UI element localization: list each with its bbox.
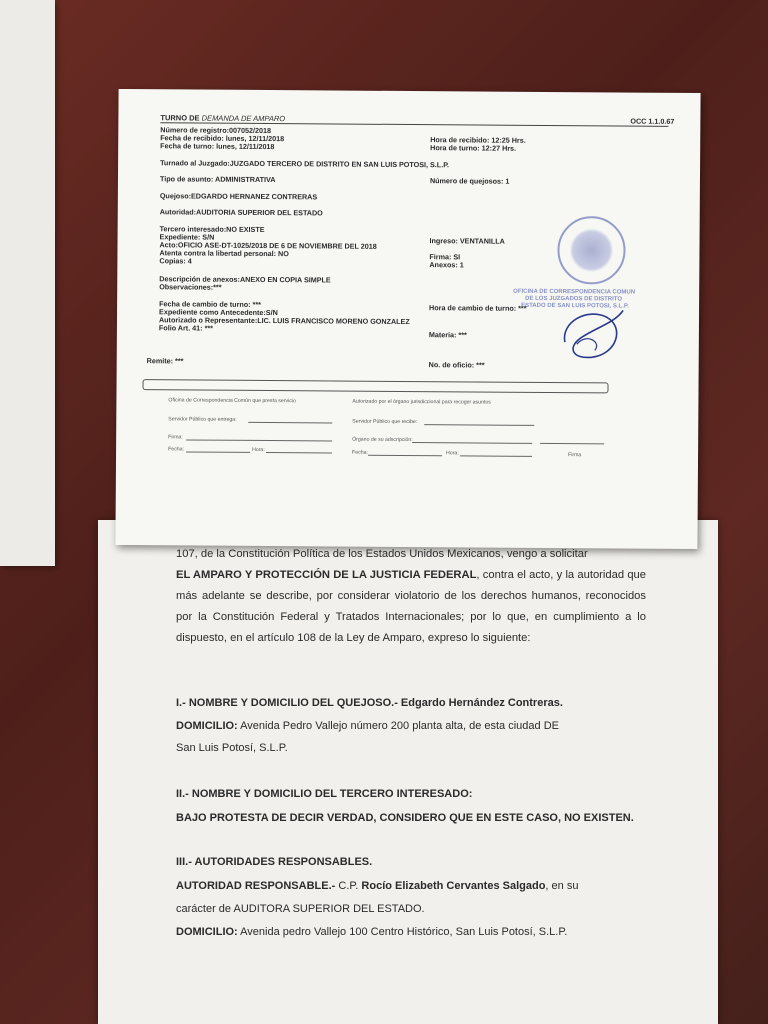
oficina-label: Oficina de Correspondencia Común que presta servicio bbox=[168, 397, 296, 405]
hora-entrega-label: Hora: bbox=[252, 446, 265, 454]
hora-cambio-turno: Hora de cambio de turno: *** bbox=[429, 303, 527, 313]
atenta: Atenta contra la libertad personal: NO bbox=[159, 248, 289, 259]
amparo-paragraph bbox=[176, 565, 646, 649]
handwritten-signature bbox=[557, 302, 627, 362]
quejoso: Quejoso:EDGARDO HERNANEZ CONTRERAS bbox=[159, 191, 318, 202]
section-3-title: III.- AUTORIDADES RESPONSABLES. bbox=[176, 856, 373, 868]
side-paper-sheet bbox=[0, 0, 55, 566]
autorizado-organo-label: Autorizado por el órgano jurisdiccional para recoger asuntos bbox=[352, 398, 491, 406]
hora-recibido: Hora de recibido: 12:25 Hrs. bbox=[430, 135, 526, 145]
acto: Acto:OFICIO ASE-DT-1025/2018 DE 6 DE NOVIEMBRE DEL 2018 bbox=[159, 240, 377, 251]
hora-turno: Hora de turno: 12:27 Hrs. bbox=[430, 143, 517, 153]
organo-line bbox=[412, 442, 532, 444]
autorizado: Autorizado o Representante:LIC. LUIS FRANCISCO MORENO GONZALEZ bbox=[158, 315, 410, 327]
section-1-domicilio-2: San Luis Potosí, S.L.P. bbox=[176, 742, 288, 754]
tipo-asunto: Tipo de asunto: ADMINISTRATIVA bbox=[159, 174, 276, 185]
section-2-title: II.- NOMBRE Y DOMICILIO DEL TERCERO INTERESADO: bbox=[176, 788, 473, 800]
servidor-entrega-label: Servidor Público que entrega: bbox=[168, 416, 237, 423]
num-quejosos: Número de quejosos: 1 bbox=[429, 176, 510, 186]
slip-title: TURNO DE DEMANDA DE AMPARO bbox=[160, 113, 286, 124]
organo-label: Órgano de su adscripción: bbox=[352, 436, 413, 444]
fecha-entrega-line bbox=[186, 451, 250, 452]
turno-slip bbox=[115, 89, 700, 549]
fecha-entrega-label: Fecha: bbox=[168, 446, 184, 453]
firma-entrega-line bbox=[186, 439, 332, 441]
remite-field bbox=[142, 379, 608, 393]
remite: Remite: *** bbox=[146, 356, 184, 366]
fecha-recibe-line bbox=[368, 455, 442, 457]
stamp-line-1: OFICINA DE CORRESPONDENCIA COMUN bbox=[513, 288, 636, 296]
fecha-recibe-label: Fecha: bbox=[352, 449, 368, 456]
section-3-domicilio: DOMICILIO: Avenida pedro Vallejo 100 Centro Histórico, San Luis Potosí, S.L.P. bbox=[176, 926, 568, 938]
section-2-text: BAJO PROTESTA DE DECIR VERDAD, CONSIDERO QUE EN ESTE CASO, NO EXISTEN. bbox=[176, 812, 634, 824]
hora-entrega-line bbox=[266, 452, 332, 453]
section-3-caracter: carácter de AUDITORA SUPERIOR DEL ESTADO. bbox=[176, 903, 425, 915]
materia: Materia: *** bbox=[428, 330, 467, 340]
hora-recibe-line bbox=[460, 455, 532, 457]
firma: Firma: SI bbox=[429, 252, 461, 262]
section-3-autoridad: AUTORIDAD RESPONSABLE.- C.P. Rocío Elizabeth Cervantes Salgado, en su bbox=[176, 880, 579, 892]
registro: Número de registro:007052/2018 bbox=[160, 125, 272, 136]
autoridad: Autoridad:AUDITORIA SUPERIOR DEL ESTADO bbox=[159, 207, 323, 218]
ingreso: Ingreso: VENTANILLA bbox=[429, 236, 505, 246]
servidor-recibe-line bbox=[424, 424, 534, 426]
anexos: Anexos: 1 bbox=[429, 260, 464, 270]
stamp-line-2: DE LOS JUZGADOS DE DISTRITO bbox=[525, 295, 623, 303]
folio: Folio Art. 41: *** bbox=[158, 323, 214, 333]
intro-paragraph bbox=[176, 544, 646, 649]
no-oficio: No. de oficio: *** bbox=[428, 360, 485, 370]
section-1-domicilio: DOMICILIO: Avenida Pedro Vallejo número 200 planta alta, de esta ciudad DE bbox=[176, 720, 559, 732]
firma-entrega-label: Firma: bbox=[168, 434, 183, 441]
fecha-turno: Fecha de turno: lunes, 12/11/2018 bbox=[160, 141, 275, 152]
fecha-recibido: Fecha de recibido: lunes, 12/11/2018 bbox=[160, 133, 285, 144]
turnado: Turnado al Juzgado:JUZGADO TERCERO DE DISTRITO EN SAN LUIS POTOSI, S.L.P. bbox=[160, 158, 450, 170]
copias: Copias: 4 bbox=[159, 256, 192, 266]
descripcion-anexos: Descripción de anexos:ANEXO EN COPIA SIMPLE bbox=[159, 274, 331, 285]
amparo-rest: , contra el acto, y la autoridad que más adelante se describe, por considerar violatorio de los derechos humanos, reconocidos por la Constitución Federal y Tratados Internacionales; por lo que, en cumplimiento a lo dispuesto, en el artículo 108 de la Ley de Amparo, expreso lo siguiente: bbox=[176, 569, 646, 644]
federal-seal-stamp bbox=[557, 216, 625, 284]
fecha-cambio-turno: Fecha de cambio de turno: *** bbox=[159, 299, 261, 309]
intro-line: 107, de la Constitución Política de los Estados Unidos Mexicanos, vengo a solicitar bbox=[176, 548, 588, 560]
hora-recibe-label: Hora: bbox=[446, 450, 459, 457]
section-1-title: I.- NOMBRE Y DOMICILIO DEL QUEJOSO.- Edgardo Hernández Contreras. bbox=[176, 697, 563, 709]
servidor-recibe-label: Servidor Público que recibe: bbox=[352, 418, 418, 426]
stamp-line-3: ESTADO DE SAN LUIS POTOSI, S.L.P. bbox=[521, 302, 629, 310]
tercero: Tercero interesado:NO EXISTE bbox=[159, 224, 265, 234]
firma-recibe-label: Firma bbox=[568, 452, 582, 459]
servidor-entrega-line bbox=[248, 422, 332, 424]
slip-code: OCC 1.1.0.67 bbox=[630, 116, 675, 126]
expediente-antecedente: Expediente como Antecedente:S/N bbox=[159, 307, 278, 318]
amparo-bold: EL AMPARO Y PROTECCIÓN DE LA JUSTICIA FEDERAL bbox=[176, 569, 477, 581]
expediente: Expediente: S/N bbox=[159, 232, 215, 242]
observaciones: Observaciones:*** bbox=[159, 282, 222, 292]
firma-recibe-line bbox=[540, 443, 604, 444]
